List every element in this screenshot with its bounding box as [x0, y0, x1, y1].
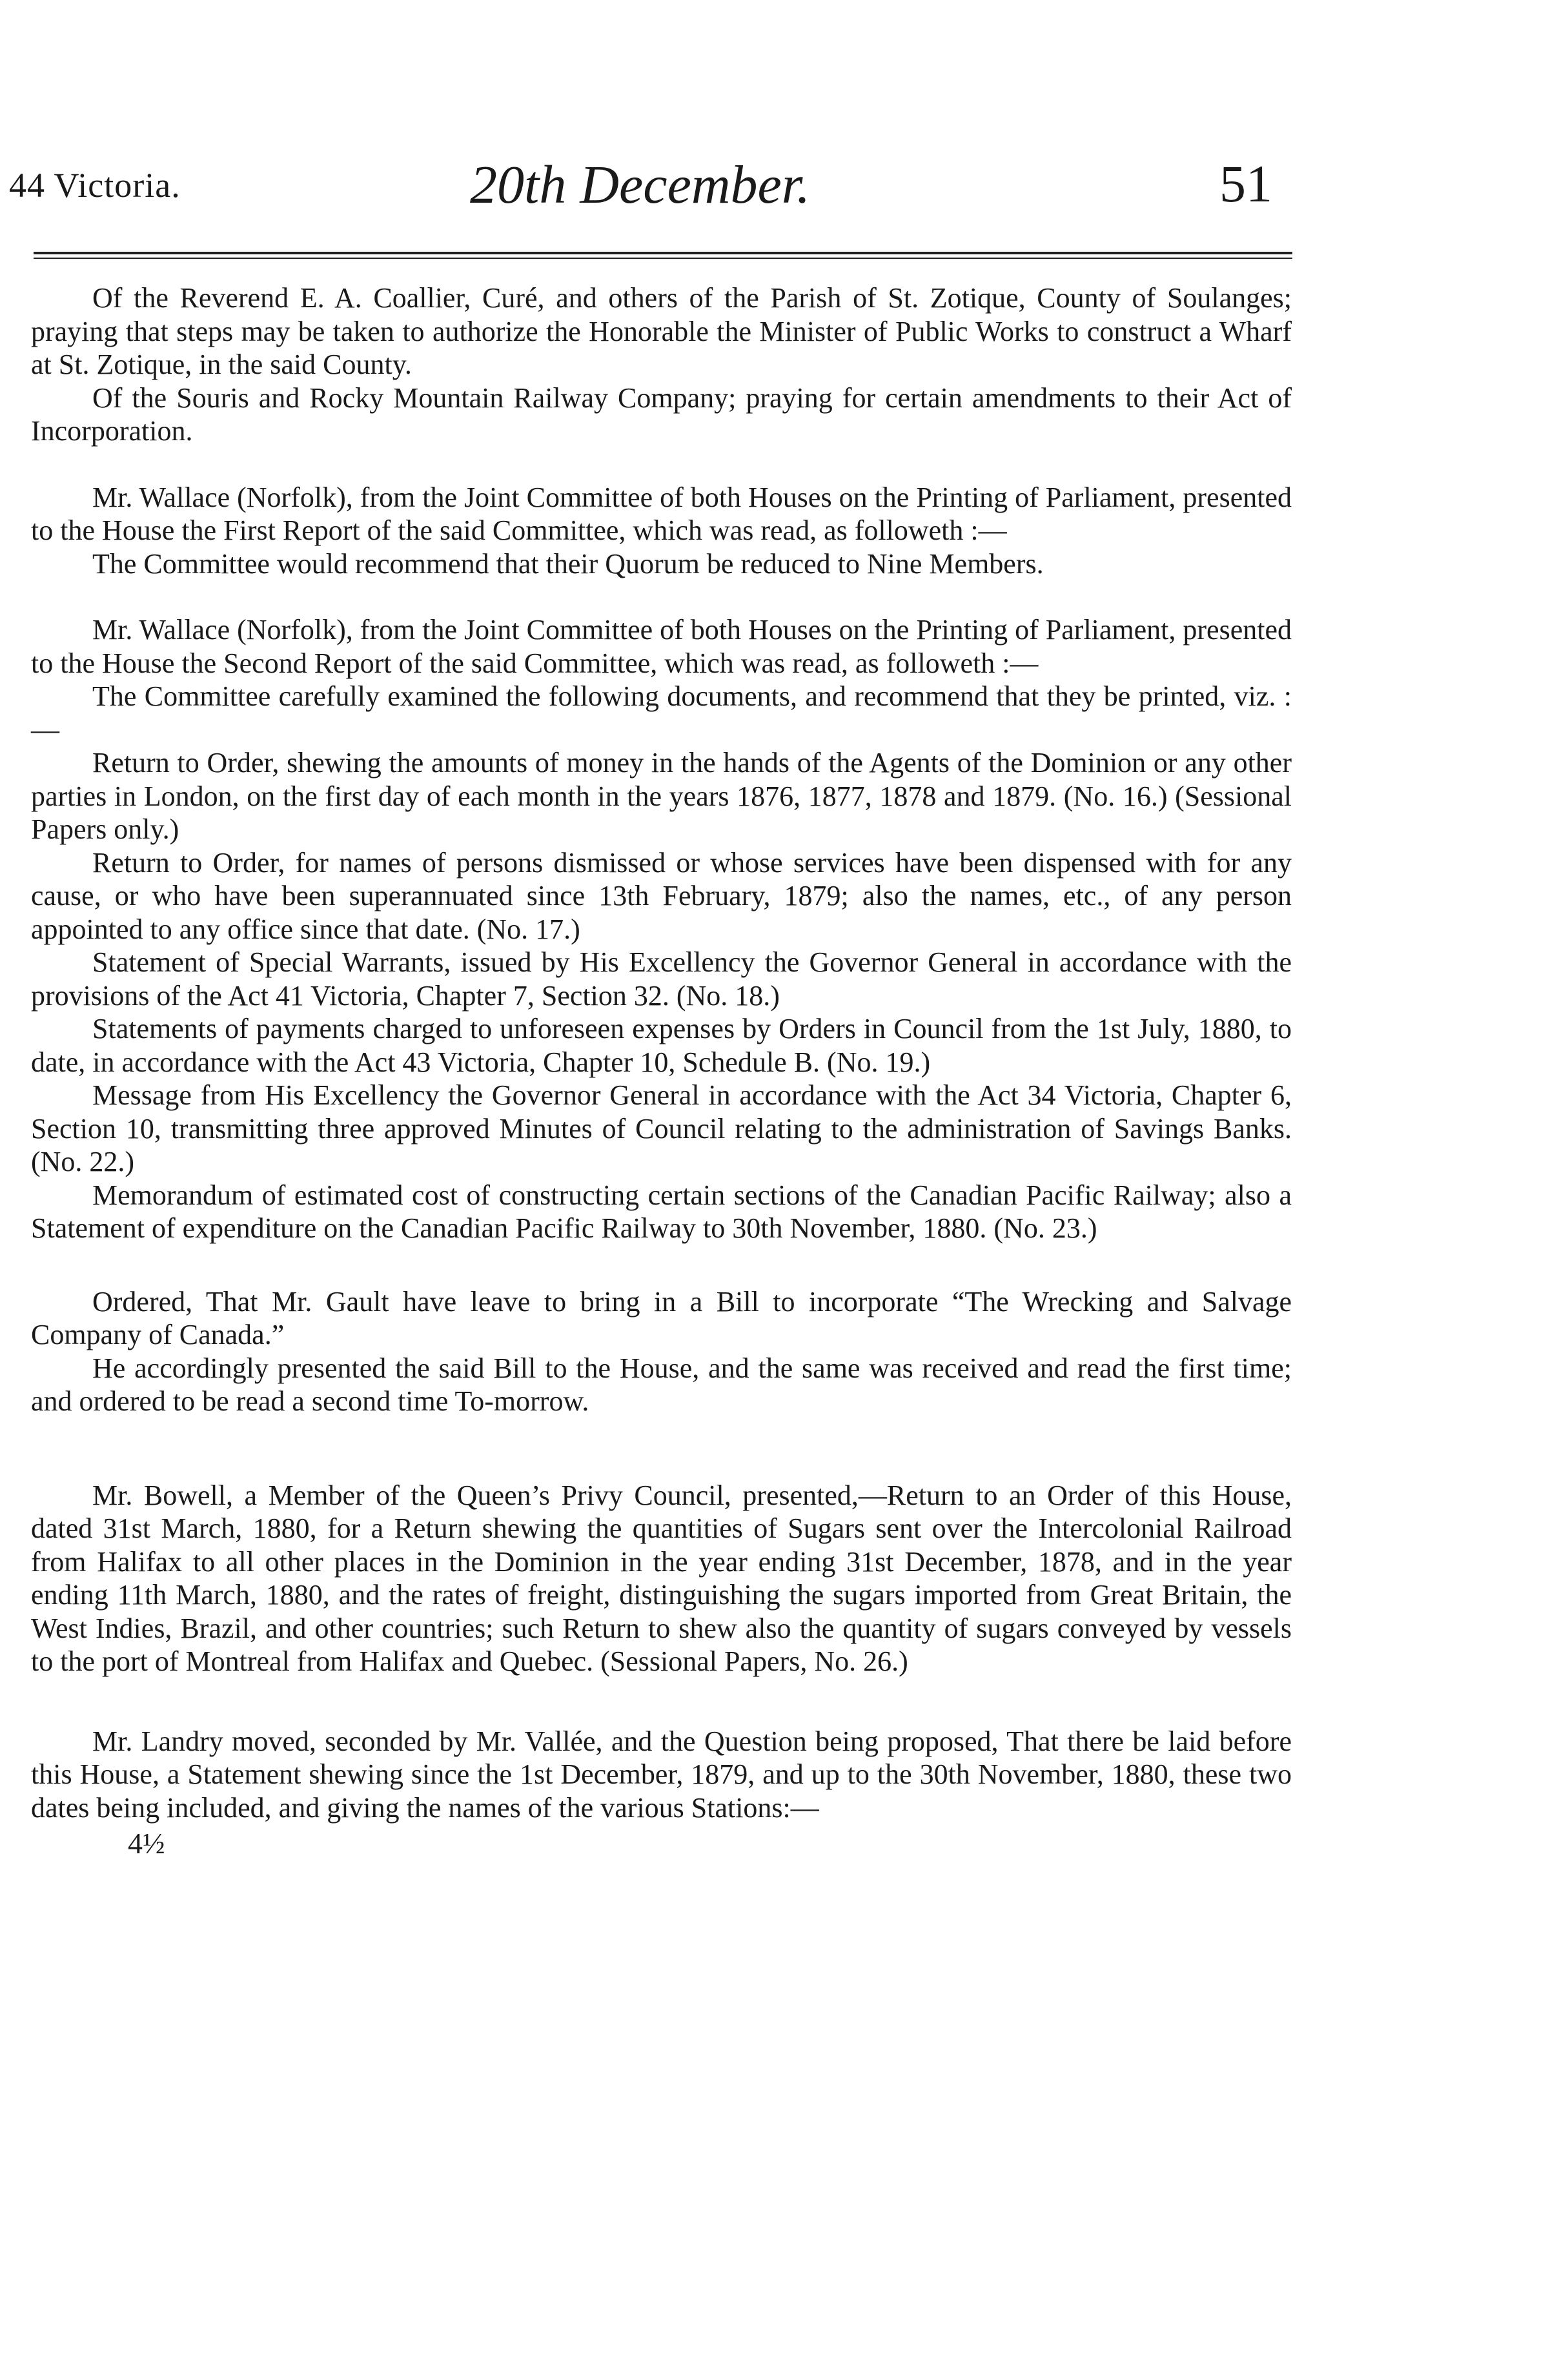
header-date: 20th December.	[470, 155, 811, 215]
paragraph-doc-23: Memorandum of estimated cost of constructing certain sections of the Canadian Pacific Railway; also a Statement of expenditure on the Canadian Pacific Railway to 30th November, 1880. (No. 23.)	[31, 1179, 1292, 1244]
paragraph-second-report: Mr. Wallace (Norfolk), from the Joint Committee of both Houses on the Printing of Parliament, presented to the House the Second Report of the said Committee, which was read, as followeth :—	[31, 614, 1292, 679]
header-session: 44 Victoria.	[9, 166, 181, 205]
paragraph-bill-presented: He accordingly presented the said Bill to the House, and the same was received and read the first time; and ordered to be read a second time To-morrow.	[31, 1352, 1292, 1417]
page-header	[0, 154, 1568, 215]
paragraph-doc-19: Statements of payments charged to unforeseen expenses by Orders in Council from the 1st July, 1880, to date, in accordance with the Act 43 Victoria, Chapter 10, Schedule B. (No. 19.)	[31, 1013, 1292, 1078]
paragraph-petition-coallier: Of the Reverend E. A. Coallier, Curé, and others of the Parish of St. Zotique, County of Soulanges; praying that steps may be taken to authorize the Honorable the Minister of Public Works to construct a Wharf at St. Zotique, in the said County.	[31, 282, 1292, 380]
paragraph-quorum: The Committee would recommend that their Quorum be reduced to Nine Members.	[92, 547, 1044, 580]
paragraph-doc-16: Return to Order, shewing the amounts of money in the hands of the Agents of the Dominion or any other parties in London, on the first day of each month in the years 1876, 1877, 1878 and 1879. (No. 16.) (Sessional Papers only.)	[31, 747, 1292, 845]
header-rule-thin	[34, 258, 1292, 259]
signature-mark: 4½	[128, 1827, 165, 1860]
paragraph-landry-motion: Mr. Landry moved, seconded by Mr. Vallée, and the Question being proposed, That there be laid before this House, a Statement shewing since the 1st December, 1879, and up to the 30th November, 1880, these two dates being included, and giving the names of the various Stations:—	[31, 1725, 1292, 1824]
journal-body	[31, 281, 1292, 1863]
paragraph-recommend-printed: The Committee carefully examined the following documents, and recommend that they be printed, viz. :—	[31, 680, 1292, 746]
paragraph-doc-22: Message from His Excellency the Governor General in accordance with the Act 34 Victoria, Chapter 6, Section 10, transmitting three approved Minutes of Council relating to the administration of Savings Banks. (No. 22.)	[31, 1079, 1292, 1177]
page-number: 51	[1219, 154, 1272, 213]
paragraph-ordered-gault: Ordered, That Mr. Gault have leave to bring in a Bill to incorporate “The Wrecking and Salvage Company of Canada.”	[31, 1285, 1292, 1350]
paragraph-petition-souris: Of the Souris and Rocky Mountain Railway Company; praying for certain amendments to their Act of Incorporation.	[31, 382, 1292, 447]
paragraph-first-report: Mr. Wallace (Norfolk), from the Joint Committee of both Houses on the Printing of Parliament, presented to the House the First Report of the said Committee, which was read, as followeth :—	[31, 481, 1292, 546]
paragraph-doc-17: Return to Order, for names of persons dismissed or whose services have been dispensed with for any cause, or who have been superannuated since 13th February, 1879; also the names, etc., of any person appointed to any office since that date. (No. 17.)	[31, 846, 1292, 945]
paragraph-bowell-return: Mr. Bowell, a Member of the Queen’s Privy Council, presented,—Return to an Order of this House, dated 31st March, 1880, for a Return shewing the quantities of Sugars sent over the Intercolonial Railroad from Halifax to all other places in the Dominion in the year ending 31st December, 1878, and in the year ending 11th March, 1880, and the rates of freight, distinguishing the sugars imported from Great Britain, the West Indies, Brazil, and other countries; such Return to shew also the quantity of sugars conveyed by vessels to the port of Montreal from Halifax and Quebec. (Sessional Papers, No. 26.)	[31, 1479, 1292, 1677]
header-rule-thick	[34, 252, 1292, 254]
paragraph-doc-18: Statement of Special Warrants, issued by His Excellency the Governor General in accordance with the provisions of the Act 41 Victoria, Chapter 7, Section 32. (No. 18.)	[31, 946, 1292, 1012]
